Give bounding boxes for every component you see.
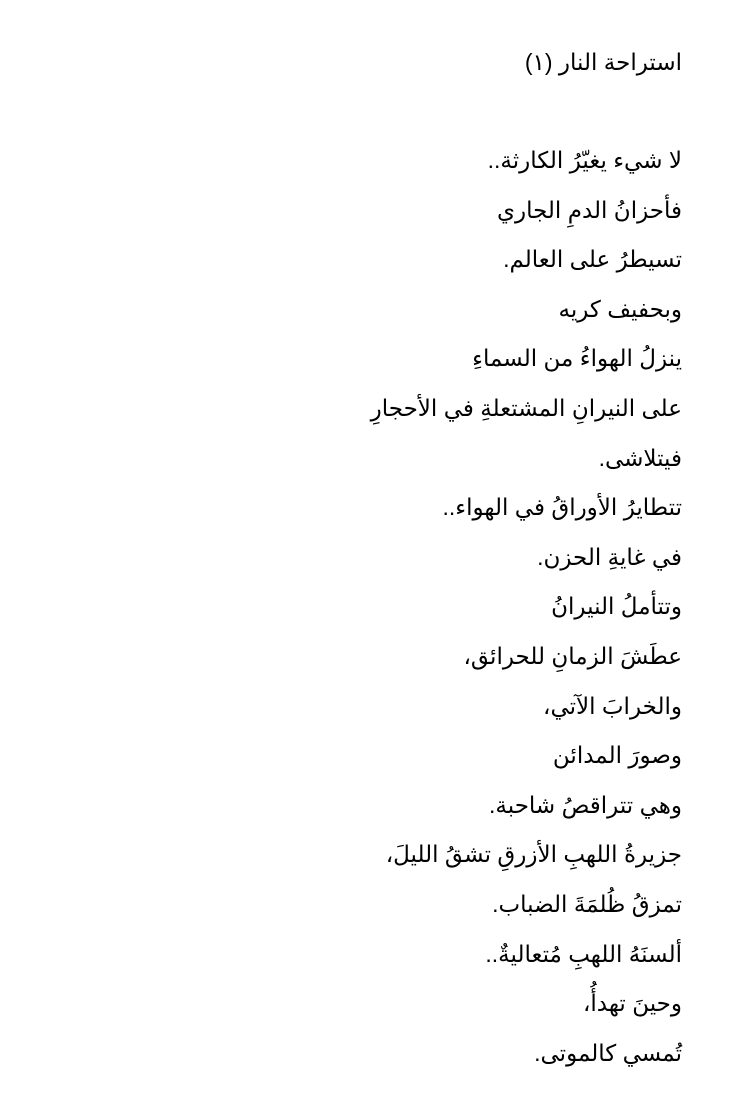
poem-title: استراحة النار (١) [524,49,682,75]
poem-line: ينزلُ الهواءُ من السماءِ [472,345,682,372]
poem-line: والخرابَ الآتي، [543,692,682,719]
poem-line: وتتأملُ النيرانُ [551,593,682,620]
poem-line: تتطايرُ الأوراقُ في الهواء.. [442,494,682,521]
poem-line: فيتلاشى. [598,444,682,471]
poem-line: فأحزانُ الدمِ الجاري [496,196,682,223]
poem-line: وحينَ تهدأُ، [582,990,682,1017]
poem-line: وهي تتراقصُ شاحبة. [489,791,682,818]
poem-line: تسيطرُ على العالم. [503,246,682,273]
poem-line: تُمسي كالموتى. [534,1039,682,1066]
poem-line: جزيرةُ اللهبِ الأزرقِ تشقُ الليلَ، [385,841,682,868]
poem-line: على النيرانِ المشتعلةِ في الأحجارِ [370,394,682,421]
poem-line: وبحفيف كريه [558,295,682,322]
poem-line: في غايةِ الحزن. [537,543,682,570]
poem-line: وصورَ المدائن [552,742,682,769]
poem-line: لا شيء يغيّرُ الكارثة.. [487,147,682,173]
poem-body [371,142,682,1084]
poem-line: تمزقُ ظُلمَةَ الضباب. [492,890,682,917]
poem-line: عطَشَ الزمانِ للحرائق، [463,642,682,669]
poem-line: ألسنَهُ اللهبِ مُتعاليةٌ.. [485,940,682,967]
